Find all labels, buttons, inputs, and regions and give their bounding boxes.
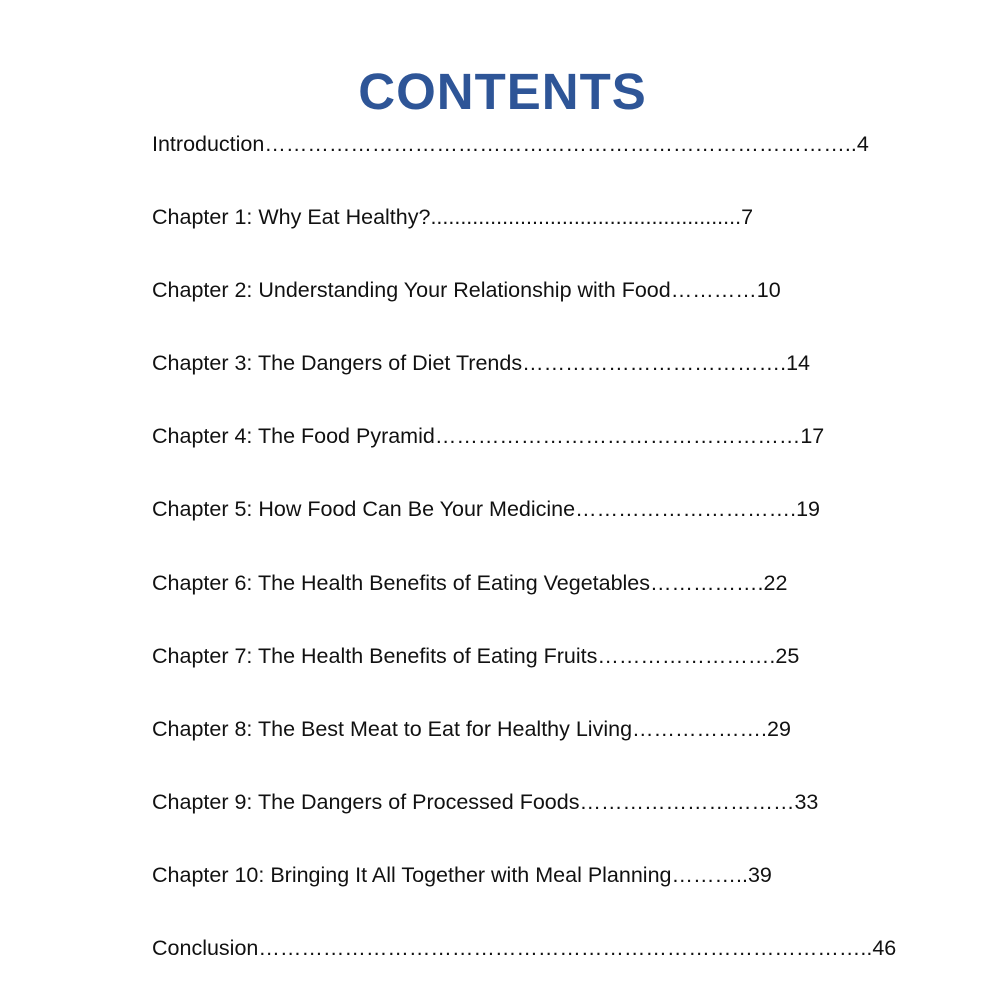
toc-entry-label: Chapter 4: The Food Pyramid [152, 424, 435, 449]
toc-entry-chapter-8 [152, 711, 896, 784]
toc-entry-chapter-10 [152, 857, 896, 930]
toc-leader: ……….. [671, 862, 748, 887]
toc-entry-label: Chapter 1: Why Eat Healthy? [152, 205, 431, 230]
toc-page-number: 33 [794, 789, 819, 814]
toc-page-number: 19 [796, 497, 820, 522]
toc-entry-label: Chapter 7: The Health Benefits of Eating Fruits [152, 643, 598, 668]
toc-page-number: 22 [763, 570, 788, 595]
toc-leader: ………………………………………………………………………….. [258, 936, 873, 961]
toc-entry-chapter-1 [152, 199, 896, 272]
toc-entry-chapter-6 [152, 565, 896, 638]
toc-page-number: 4 [856, 132, 869, 156]
toc-entry-chapter-3 [152, 345, 896, 418]
toc-page-number: 39 [747, 862, 772, 887]
toc-leader: ………………………………. [522, 351, 787, 376]
toc-leader: …………………………………………… [434, 424, 801, 449]
table-of-contents [152, 126, 896, 1003]
toc-page-number: 25 [775, 643, 800, 668]
toc-leader: ……………. [650, 570, 764, 595]
toc-entry-introduction [152, 126, 896, 199]
toc-entry-label: Conclusion [152, 936, 259, 961]
toc-leader: …………………………. [575, 497, 797, 522]
toc-page-number: 7 [741, 205, 754, 230]
toc-leader: ………………………… [579, 789, 795, 814]
toc-entry-conclusion [152, 930, 896, 1003]
toc-entry-label: Chapter 8: The Best Meat to Eat for Healthy Living [152, 716, 633, 741]
toc-entry-chapter-9 [152, 784, 896, 857]
toc-entry-label: Chapter 3: The Dangers of Diet Trends [152, 351, 523, 376]
toc-leader: .................................................... [430, 205, 742, 230]
toc-leader: ……………………………………………………………………….. [264, 132, 857, 156]
toc-page-number: 46 [872, 936, 897, 961]
toc-leader: ……………………. [597, 643, 776, 668]
toc-page-number: 10 [756, 278, 781, 303]
toc-entry-chapter-7 [152, 638, 896, 711]
toc-entry-chapter-4 [152, 418, 896, 491]
toc-entry-label: Chapter 6: The Health Benefits of Eating Vegetables [152, 570, 651, 595]
toc-page-number: 29 [767, 716, 791, 741]
toc-leader: ………… [670, 278, 757, 303]
toc-page-number: 14 [786, 351, 810, 376]
toc-entry-chapter-2 [152, 272, 896, 345]
toc-page-number: 17 [800, 424, 825, 449]
toc-entry-label: Introduction [152, 132, 265, 156]
toc-entry-chapter-5 [152, 491, 896, 564]
page-title: CONTENTS [358, 63, 647, 121]
toc-entry-label: Chapter 5: How Food Can Be Your Medicine [152, 497, 576, 522]
toc-entry-label: Chapter 9: The Dangers of Processed Foods [152, 789, 580, 814]
toc-entry-label: Chapter 10: Bringing It All Together with Meal Planning [152, 862, 672, 887]
toc-entry-label: Chapter 2: Understanding Your Relationship with Food [152, 278, 671, 303]
toc-leader: ………………. [632, 716, 768, 741]
